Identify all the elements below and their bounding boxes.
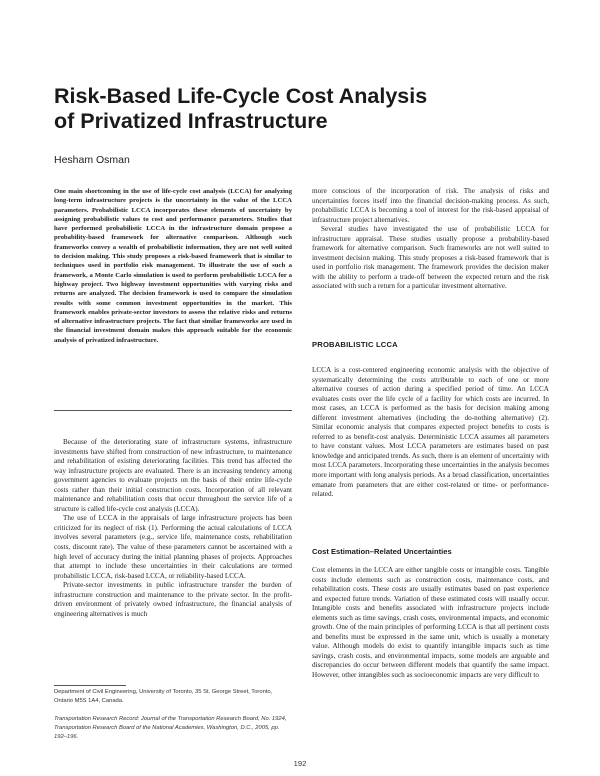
title-line-2: of Privatized Infrastructure xyxy=(54,109,328,133)
intro-paragraph-1: Because of the deteriorating state of infrastructure systems, infrastructure investments have shifted from construction of new infrastructure, to maintenance and rehabilitation of existing deteriorating facilities. This trend has affected the way infrastructure projects are evaluated. There is an increasing tendency among government agencies to evaluate projects on the basis of their entire life-cycle costs rather than their initial construction costs. Incorporation of all relevant maintenance and rehabilitation costs that occur throughout the service life of a structure is called life-cycle cost analysis (LCCA). xyxy=(54,438,292,513)
intro-text xyxy=(54,438,292,619)
footnote-divider xyxy=(54,685,126,686)
page-number: 192 xyxy=(293,759,307,768)
right-paragraph-2: Several studies have investigated the use of probabilistic LCCA for infrastructure appraisal. These studies usually propose a probability-based framework for alternative comparison. Such frameworks are not well suited to investment decision making. This study proposes a risk-based framework that is used in portfolio risk management. The framework provides the decision maker with the ability to perform a trade-off between the expected return and the risk associated with such a return for a particular investment alternative. xyxy=(312,225,549,291)
right-paragraph-1: more conscious of the incorporation of risk. The analysis of risks and uncertainties forces itself into the financial decision-making process. As such, probabilistic LCCA is becoming a tool of interest for the risk-based appraisal of infrastructure project alternatives. xyxy=(312,187,549,224)
lcca-paragraph: LCCA is a cost-centered engineering economic analysis with the objective of systematically determining the costs attributable to each of one or more alternative courses of action during a specified period of time. An LCCA evaluates costs over the life cycle of a facility for which costs are incurred. In most cases, an LCCA is performed as the basis for decision making among different investment alternatives (including the do-nothing alternative) (2). Similar economic analysis that compares expected project benefits to costs is referred to as benefit-cost analysis. Deterministic LCCA assumes all parameters to have constant values. Most LCCA parameters are estimates based on past knowledge and anticipated trends. As such, there is an element of uncertainty with most LCCA parameters. Incorporating these uncertainties in the analysis becomes more important with long analysis periods. As a broad classification, uncertainties emanate from parameters that are either cost-related or time- or performance-related. xyxy=(312,366,549,499)
abstract-text: One main shortcoming in the use of life-cycle cost analysis (LCCA) for analyzing long-term infrastructure projects is the uncertainty in the value of the LCCA parameters. Probabilistic LCCA incorporates these elements of uncertainty by assigning probabilistic values to cost and performance parameters. Studies that have performed probabilistic LCCA in the infrastructure domain propose a probability-based framework for alternative comparison. Although such frameworks convey a wealth of probabilistic information, they are not well suited to decision making. This study proposes a risk-based framework that is similar to techniques used in portfolio risk management. To illustrate the use of such a framework, a Monte Carlo simulation is used to perform probabilistic LCCA for a highway project. Two highway investment opportunities with varying risks and returns are analyzed. The decision framework is used to compare the simulation results with some common investment opportunities in the market. This framework enables private-sector investors to assess the relative risks and returns of alternative infrastructure projects. The fact that similar frameworks are used in the financial investment domain makes this approach suitable for the economic analysis of privatized infrastructure. xyxy=(54,188,292,344)
lcca-section-text xyxy=(312,366,549,500)
subsection-heading-cost-uncertainties: Cost Estimation–Related Uncertainties xyxy=(312,547,452,556)
intro-paragraph-2: The use of LCCA in the appraisals of large infrastructure projects has been criticized for its neglect of risk (1). Performing the actual calculations of LCCA involves several parameters (e.g., service life, maintenance costs, rehabilitation costs, discount rate). The value of these parameters cannot be ascertained with a high level of accuracy during the initial planning phases of projects. Approaches that attempt to include these uncertainties in their calculations are termed probabilistic LCCA, risk-based LCCA, or reliability-based LCCA. xyxy=(54,514,292,580)
intro-paragraph-3: Private-sector investments in public infrastructure transfer the burden of infrastructure construction and maintenance to the private sector. In the profit-driven environment of privately owned infrastructure, the financial analysis of engineering alternatives is much xyxy=(54,581,292,618)
title-line-1: Risk-Based Life-Cycle Cost Analysis xyxy=(54,84,428,108)
paper-title xyxy=(54,84,554,134)
author-name: Hesham Osman xyxy=(54,154,130,166)
abstract xyxy=(54,187,292,345)
cost-paragraph: Cost elements in the LCCA are either tangible costs or intangible costs. Tangible costs include elements such as construction costs, maintenance costs, and rehabilitation costs. These costs are usually estimates based on past experience and expected future trends. Variation of these estimated costs will usually occur. Intangible costs and benefits associated with infrastructure projects include elements such as time savings, crash costs, environmental impacts, and economic growth. One of the main principles of performing LCCA is that all pertinent costs and benefits must be expressed in the same unit, which is usually a monetary value. Although models do exist to quantify intangible impacts such as time savings, crash costs, and environmental impacts, some models are arguable and discrepancies do occur between different models that quantify the same impact. However, other intangibles such as socioeconomic impacts are very difficult to xyxy=(312,566,549,680)
section-heading-probabilistic-lcca: PROBABILISTIC LCCA xyxy=(312,340,398,349)
right-column-intro xyxy=(312,187,549,292)
author-affiliation: Department of Civil Engineering, University of Toronto, 35 St. George Street, Toronto, Ontario M5S 1A4, Canada. xyxy=(54,689,273,704)
citation-footnote: Transportation Research Record: Journal of the Transportation Research Board, No. 1924, Transportation Research Board of the National Academies, Washington, D.C., 2005, pp. 192–196. xyxy=(54,716,287,740)
cost-section-text xyxy=(312,566,549,681)
abstract-divider xyxy=(54,410,292,411)
